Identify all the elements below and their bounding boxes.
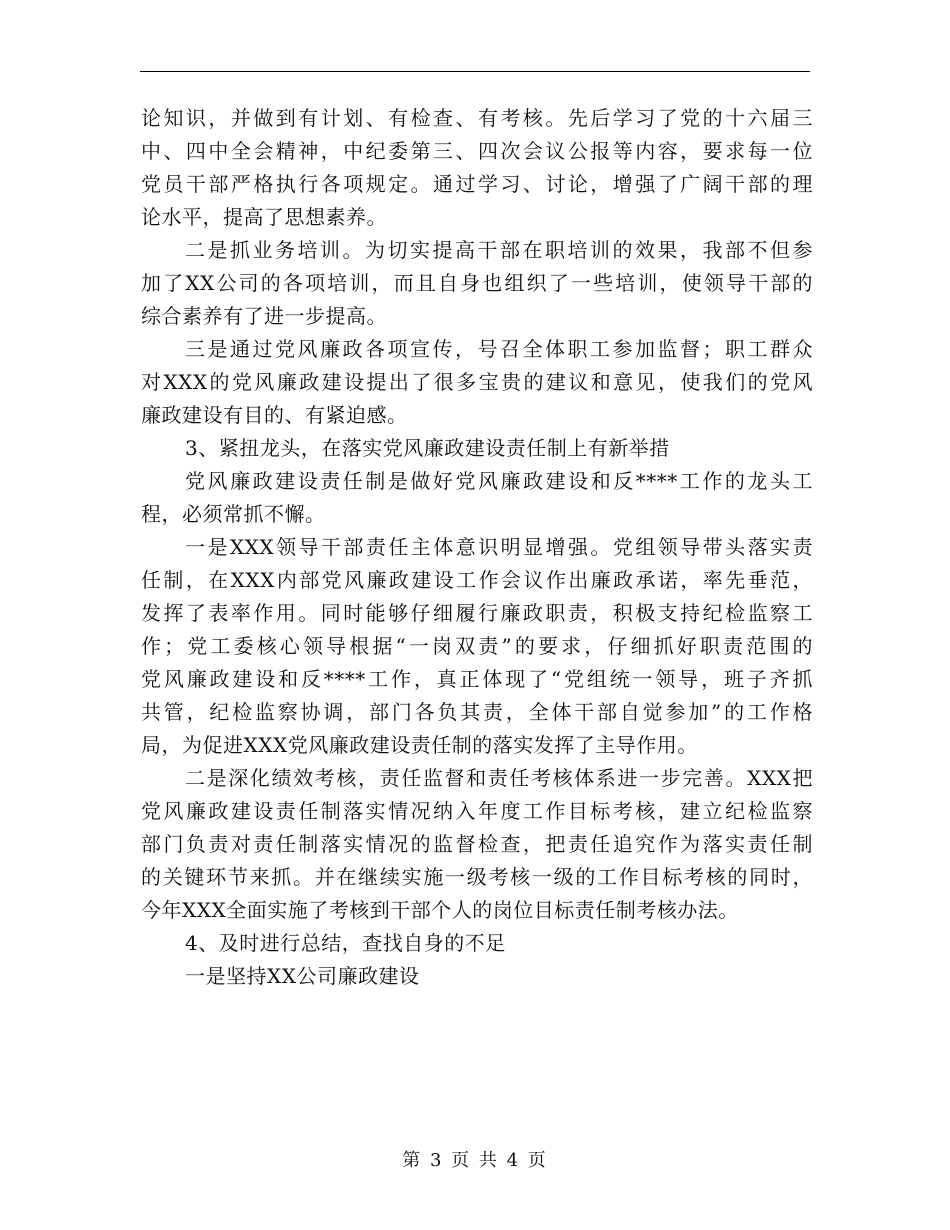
text-line: 发挥了表率作用。同时能够仔细履行廉政职责，积极支持纪检监察工 [141,601,813,625]
text-line: 党风廉政建设责任制是做好党风廉政建设和反****工作的龙头工 [185,469,813,493]
text-line: 廉政建设有目的、有紧迫感。 [141,403,408,427]
text-line: 党员干部严格执行各项规定。通过学习、讨论，增强了广阔干部的理 [141,172,813,196]
text-line: 局，为促进XXX党风廉政建设责任制的落实发挥了主导作用。 [141,733,698,757]
text-line: 部门负责对责任制落实情况的监督检查，把责任追究作为落实责任制 [141,832,813,856]
text-line: 党风廉政建设责任制落实情况纳入年度工作目标考核，建立纪检监察 [141,799,813,823]
text-line: 一是XXX领导干部责任主体意识明显增强。党组领导带头落实责 [185,535,813,559]
text-line: 二是抓业务培训。为切实提高干部在职培训的效果，我部不但参 [185,238,813,262]
text-line: 共管，纪检监察协调，部门各负其责，全体干部自觉参加”的工作格 [141,700,813,724]
text-line: 任制，在XXX内部党风廉政建设工作会议作出廉政承诺，率先垂范， [141,568,813,592]
text-line: 二是深化绩效考核，责任监督和责任考核体系进一步完善。XXX把 [185,766,813,790]
text-line: 党风廉政建设和反****工作，真正体现了“党组统一领导，班子齐抓 [141,667,813,691]
body-text [141,102,813,993]
section-heading: 3、紧扭龙头，在落实党风廉政建设责任制上有新举措 [185,436,670,460]
text-line: 的关键环节来抓。并在继续实施一级考核一级的工作目标考核的同时， [141,865,813,889]
text-line: 论水平，提高了思想素养。 [141,205,387,229]
text-line: 今年XXX全面实施了考核到干部个人的岗位目标责任制考核办法。 [141,898,739,922]
text-line: 加了XX公司的各项培训，而且自身也组织了一些培训，使领导干部的 [141,271,813,295]
header-rule [140,71,810,72]
text-line: 作；党工委核心领导根据“一岗双责”的要求，仔细抓好职责范围的 [141,634,813,658]
text-line: 一是坚持XX公司廉政建设 [185,964,420,988]
text-line: 中、四中全会精神，中纪委第三、四次会议公报等内容，要求每一位 [141,139,813,163]
text-line: 综合素养有了进一步提高。 [141,304,387,328]
section-heading: 4、及时进行总结，查找自身的不足 [185,931,506,955]
text-line: 论知识，并做到有计划、有检查、有考核。先后学习了党的十六届三 [141,106,813,130]
text-line: 程，必须常抓不懈。 [141,502,326,526]
text-line: 对XXX的党风廉政建设提出了很多宝贵的建议和意见，使我们的党风 [141,370,813,394]
text-line: 三是通过党风廉政各项宣传，号召全体职工参加监督；职工群众 [185,337,813,361]
page-number-footer: 第 3 页 共 4 页 [402,1150,548,1171]
